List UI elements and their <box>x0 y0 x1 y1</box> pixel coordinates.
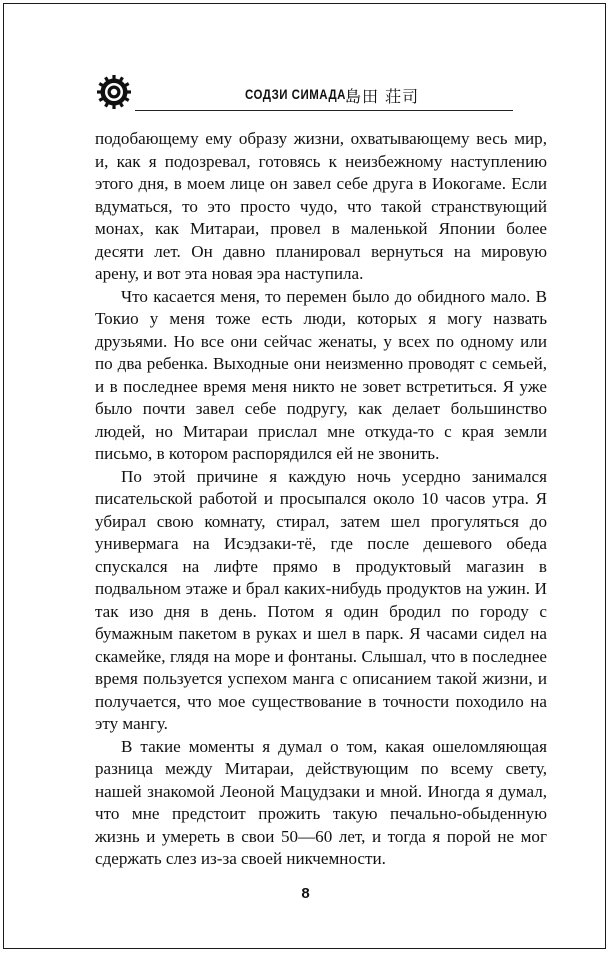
gear-emblem-icon <box>96 74 132 110</box>
paragraph: По этой причине я каждую ночь усердно занимался писательской работой и просыпался около 10 часов утра. Я убирал свою комнату, стирал, затем шел прогуляться до универмага на Исэдзаки-тё, где после дешевого обеда спускался на лифте прямо в продуктовый магазин в подвальном этаже и брал каких-нибудь продуктов на ужин. И так изо дня в день. Потом я один бродил по городу с бумажным пакетом в руках и шел в парк. Я часами сидел на скамейке, глядя на море и фонтаны. Слышал, что в последнее время пользуется успехом манга с описанием такой жизни, и получается, что мое существование в точности походило на эту мангу. <box>95 466 547 733</box>
paragraph: Что касается меня, то перемен было до обидного мало. В Токио у меня тоже есть люди, которых я могу назвать друзьями. Но все они сейчас женаты, у всех по одному или по два ребенка. Выходные они неизменно проводят с семьей, и в последнее время меня никто не зовет встретиться. Я уже было почти завел себе подругу, как делает большинство людей, но Митараи прислал мне откуда-то с края земли письмо, в котором распорядился ей не звонить. <box>95 286 547 463</box>
header-rule <box>135 110 513 111</box>
running-header <box>95 72 515 112</box>
body-text <box>95 128 547 871</box>
page-number: 8 <box>301 885 310 902</box>
paragraph: В такие моменты я думал о том, какая ошеломляющая разница между Митараи, действующим по всему свету, нашей знакомой Леоной Мацудзаки и мной. Иногда я думал, что мне предстоит прожить такую печально-обыденную жизнь и умереть в свои 50—60 лет, и тогда я порой не мог сдержать слез из-за своей никчемности. <box>95 736 547 868</box>
author-name-latin: СОДЗИ СИМАДА <box>245 86 346 102</box>
author-name-kanji: 島田 荘司 <box>345 87 420 106</box>
paragraph: подобающему ему образу жизни, охватывающему весь мир, и, как я подозревал, готовясь к неизбежному наступлению этого дня, в моем лице он завел себе друга в Иокогаме. Если вдуматься, то это просто чудо, что такой странствующий монах, как Митараи, провел в маленькой Японии более десяти лет. Он давно планировал вернуться на мировую арену, и вот эта новая эра наступила. <box>95 129 547 283</box>
